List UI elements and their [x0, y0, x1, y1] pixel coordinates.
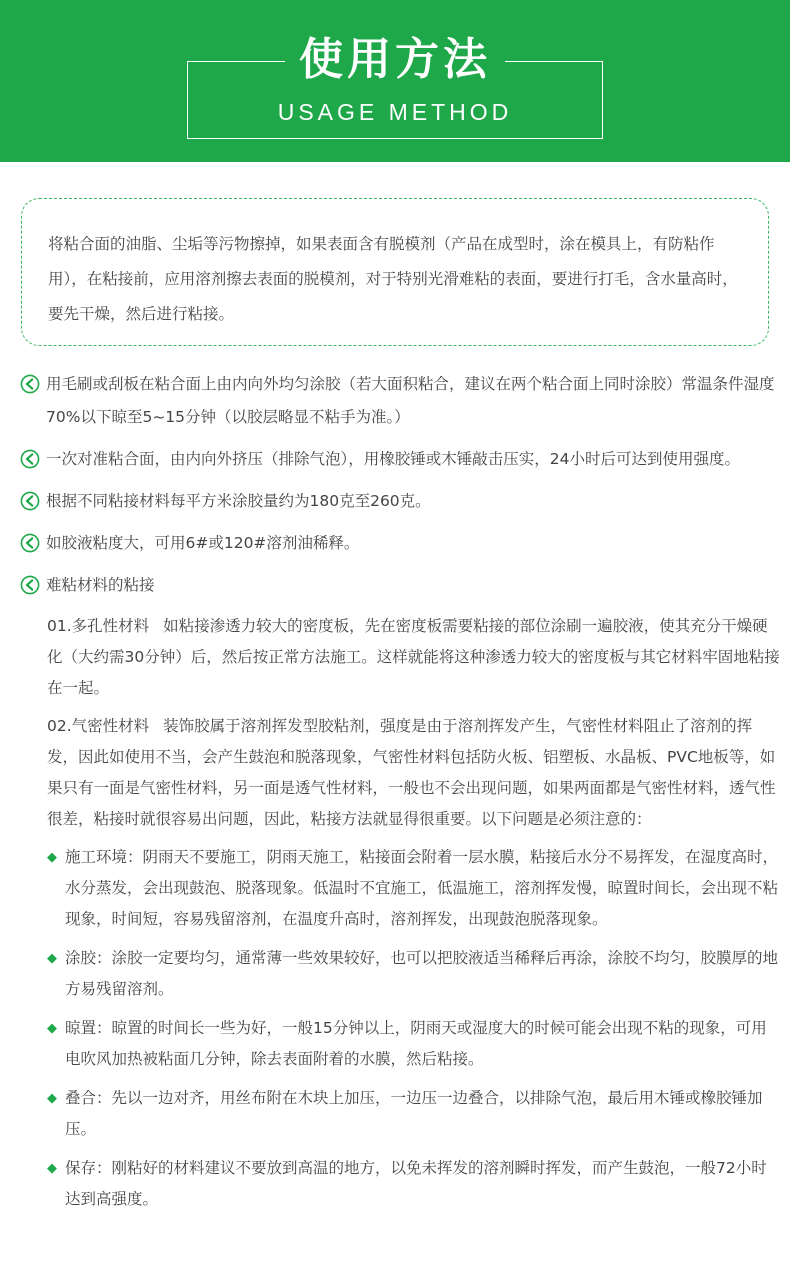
note-text: 叠合：先以一边对齐，用丝布附在木块上加压，一边压一边叠合，以排除气泡，最后用木锤或橡胶锤加压。 — [65, 1089, 763, 1138]
chevron-left-circle-icon — [20, 575, 40, 595]
material-label: 01.多孔性材料 — [47, 617, 150, 635]
step-text: 难粘材料的粘接 — [46, 576, 155, 594]
material-text: 如粘接渗透力较大的密度板，先在密度板需要粘接的部位涂刷一遍胶液，使其充分干燥硬化（大约需30分钟）后，然后按正常方法施工。这样就能将这种渗透力较大的密度板与其它材料牢固地粘接在一起。 — [47, 617, 780, 697]
step-text: 根据不同粘接材料每平方米涂胶量约为180克至260克。 — [46, 492, 431, 510]
chevron-left-circle-icon — [20, 491, 40, 511]
note-item — [20, 1013, 780, 1075]
step-item — [20, 569, 780, 602]
material-paragraph — [20, 711, 780, 835]
step-text: 如胶液粘度大，可用6#或120#溶剂油稀释。 — [46, 534, 360, 552]
step-text: 用毛刷或刮板在粘合面上由内向外均匀涂胶（若大面积粘合，建议在两个粘合面上同时涂胶）常温条件湿度70%以下晾至5~15分钟（以胶层略显不粘手为准。） — [46, 375, 775, 426]
chevron-left-circle-icon — [20, 449, 40, 469]
page-subtitle: USAGE METHOD — [277, 99, 513, 125]
diamond-bullet-icon: ◆ — [47, 1161, 57, 1176]
chevron-left-circle-icon — [20, 374, 40, 394]
diamond-bullet-icon: ◆ — [47, 850, 57, 865]
note-text: 保存：刚粘好的材料建议不要放到高温的地方，以免未挥发的溶剂瞬时挥发，而产生鼓泡，一般72小时达到高强度。 — [65, 1159, 767, 1208]
note-text: 涂胶：涂胶一定要均匀，通常薄一些效果较好，也可以把胶液适当稀释后再涂，涂胶不均匀，胶膜厚的地方易残留溶剂。 — [65, 949, 779, 998]
diamond-bullet-icon: ◆ — [47, 951, 57, 966]
diamond-bullet-icon: ◆ — [47, 1021, 57, 1036]
note-item — [20, 943, 780, 1005]
step-item — [20, 485, 780, 518]
step-item — [20, 527, 780, 560]
note-item — [20, 842, 780, 935]
note-item — [20, 1083, 780, 1145]
header-banner — [0, 0, 790, 162]
content — [20, 368, 780, 1223]
step-text: 一次对准粘合面，由内向外挤压（排除气泡），用橡胶锤或木锤敲击压实，24小时后可达到使用强度。 — [46, 450, 740, 468]
material-paragraph — [20, 611, 780, 704]
chevron-left-circle-icon — [20, 533, 40, 553]
material-label: 02.气密性材料 — [47, 717, 150, 735]
diamond-bullet-icon: ◆ — [47, 1091, 57, 1106]
step-item — [20, 368, 780, 434]
note-item — [20, 1153, 780, 1215]
intro-box: 将粘合面的油脂、尘垢等污物擦掉，如果表面含有脱模剂（产品在成型时，涂在模具上，有防粘作用），在粘接前，应用溶剂擦去表面的脱模剂，对于特别光滑难粘的表面，要进行打毛，含水量高时，要先干燥，然后进行粘接。 — [21, 198, 769, 346]
note-text: 晾置：晾置的时间长一些为好，一般15分钟以上，阴雨天或湿度大的时候可能会出现不粘的现象，可用电吹风加热被粘面几分钟，除去表面附着的水膜，然后粘接。 — [65, 1019, 767, 1068]
note-text: 施工环境：阴雨天不要施工，阴雨天施工，粘接面会附着一层水膜，粘接后水分不易挥发，在湿度高时，水分蒸发，会出现鼓泡、脱落现象。低温时不宜施工，低温施工，溶剂挥发慢，晾置时间长，会出现不粘现象，时间短，容易残留溶剂，在温度升高时，溶剂挥发，出现鼓泡脱落现象。 — [65, 848, 779, 928]
material-text: 装饰胶属于溶剂挥发型胶粘剂，强度是由于溶剂挥发产生，气密性材料阻止了溶剂的挥发，因此如使用不当，会产生鼓泡和脱落现象，气密性材料包括防火板、铝塑板、水晶板、PVC地板等，如果只有一面是气密性材料，另一面是透气性材料，一般也不会出现问题，如果两面都是气密性材料，透气性很差，粘接时就很容易出问题，因此，粘接方法就显得很重要。以下问题是必须注意的： — [47, 717, 776, 828]
page-title: 使用方法 — [285, 32, 505, 88]
step-item — [20, 443, 780, 476]
